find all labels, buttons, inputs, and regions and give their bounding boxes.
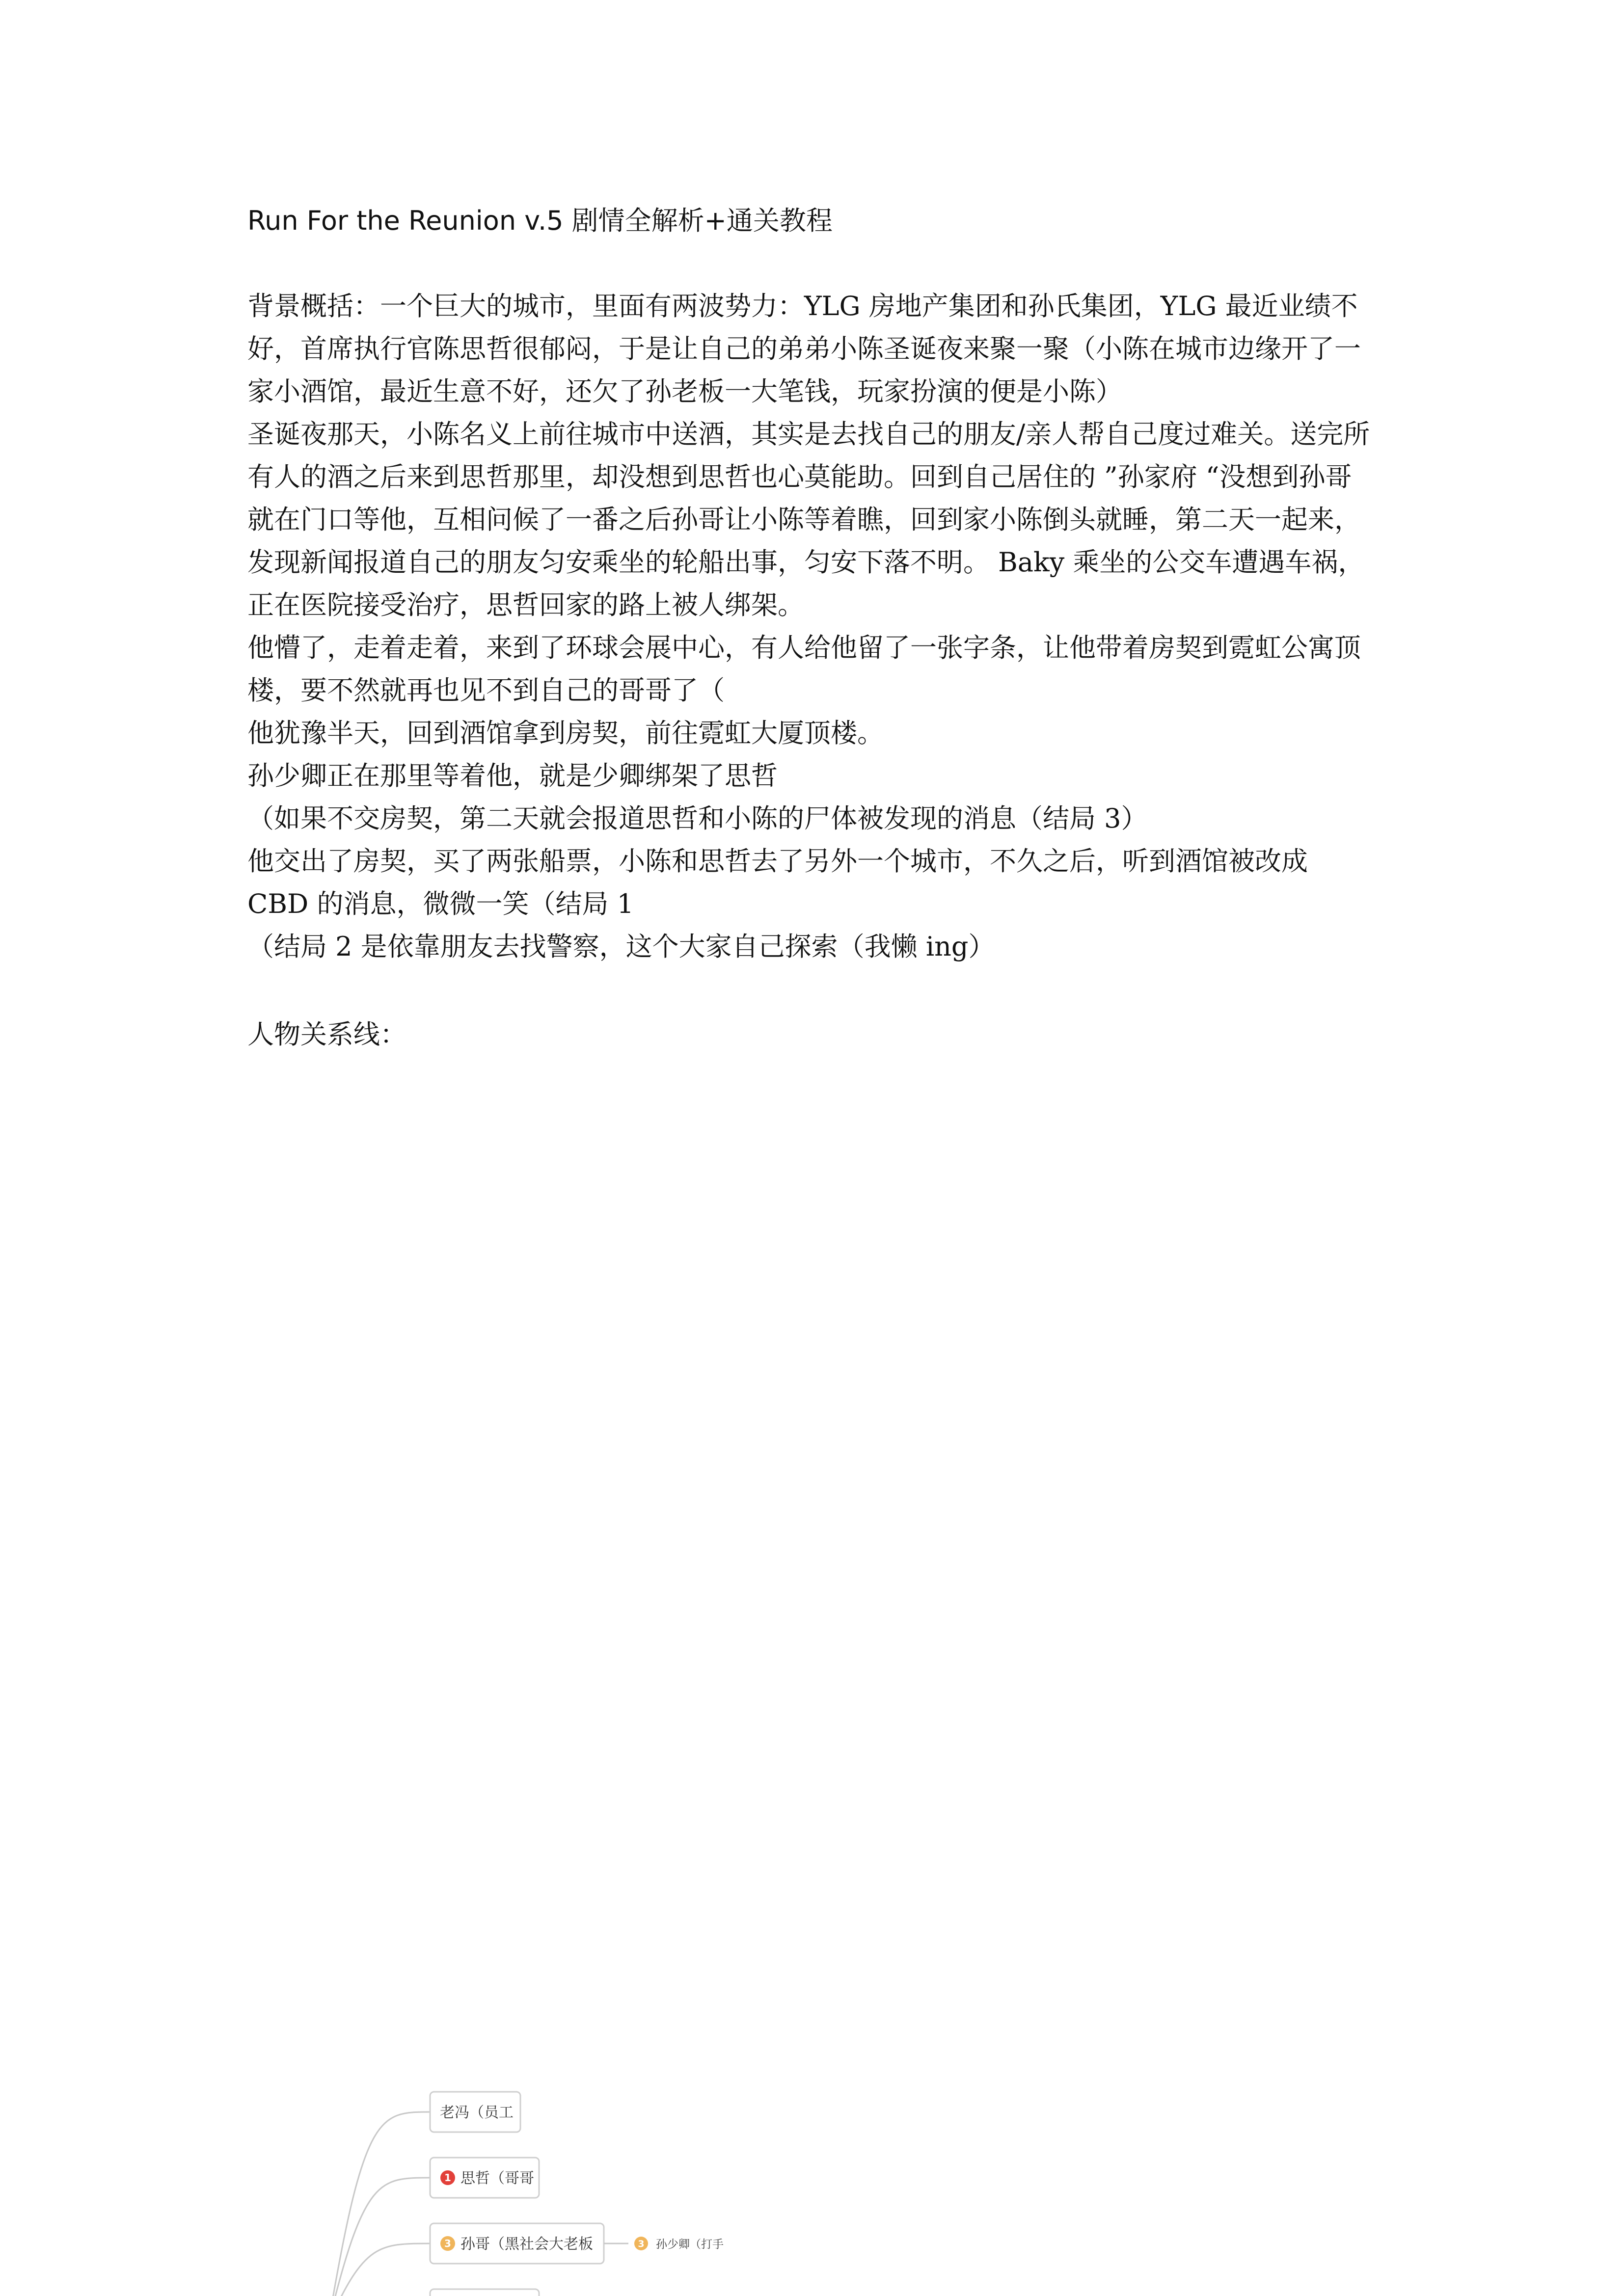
connector-line	[328, 2243, 430, 2296]
relationship-mindmap	[0, 1055, 1624, 2253]
paragraph: 他交出了房契，买了两张船票，小陈和思哲去了另外一个城市，不久之后，听到酒馆被改成 CBD 的消息，微微一笑（结局 1	[247, 846, 1308, 919]
paragraph: 圣诞夜那天，小陈名义上前往城市中送酒，其实是去找自己的朋友/亲人帮自己度过难关。送完所有人的酒之后来到思哲那里，却没想到思哲也心莫能助。回到自己居住的 ”孙家府 “没想到孙哥就在门口等他，互相问候了一番之后孙哥让小陈等着瞧，回到家小陈倒头就睡，第二天一起来，发现新闻报道自己的朋友匀安乘坐的轮船出事，匀安下落不明。 Baky 乘坐的公交车遭遇车祸，正在医院接受治疗，思哲回家的路上被人绑架。	[247, 419, 1370, 620]
paragraph: 背景概括：一个巨大的城市，里面有两波势力：YLG 房地产集团和孙氏集团，YLG 最近业绩不好，首席执行官陈思哲很郁闷，于是让自己的弟弟小陈圣诞夜来聚一聚（小陈在城市边缘开了一家小酒馆，最近生意不好，还欠了孙老板一大笔钱，玩家扮演的便是小陈）	[247, 291, 1361, 407]
branch-node-label: 孙哥（黑社会大老板	[460, 2236, 593, 2253]
priority-number: 3	[444, 2238, 451, 2250]
priority-number: 1	[444, 2172, 451, 2184]
branch-node	[430, 2289, 539, 2296]
paragraph: （结局 2 是依靠朋友去找警察，这个大家自己探索（我懒 ing）	[247, 931, 995, 962]
child-node-label: 孙少卿（打手	[656, 2238, 724, 2251]
paragraph: （如果不交房契，第二天就会报道思哲和小陈的尸体被发现的消息（结局 3）	[247, 803, 1148, 834]
priority-number: 3	[638, 2238, 645, 2249]
paragraph: 他犹豫半天，回到酒馆拿到房契，前往霓虹大厦顶楼。	[247, 718, 884, 748]
document-title: Run For the Reunion v.5 剧情全解析+通关教程	[247, 205, 833, 236]
relationship-heading: 人物关系线：	[247, 1019, 406, 1050]
body-text	[247, 285, 1377, 968]
paragraph: 他懵了，走着走着，来到了环球会展中心，有人给他留了一张字条，让他带着房契到霓虹公寓顶楼，要不然就再也见不到自己的哥哥了（	[247, 632, 1361, 706]
paragraph: 孙少卿正在那里等着他，就是少卿绑架了思哲	[247, 760, 778, 791]
branch-node-label: 思哲（哥哥	[460, 2170, 534, 2187]
branch-node-label: 老冯（员工	[440, 2104, 514, 2121]
